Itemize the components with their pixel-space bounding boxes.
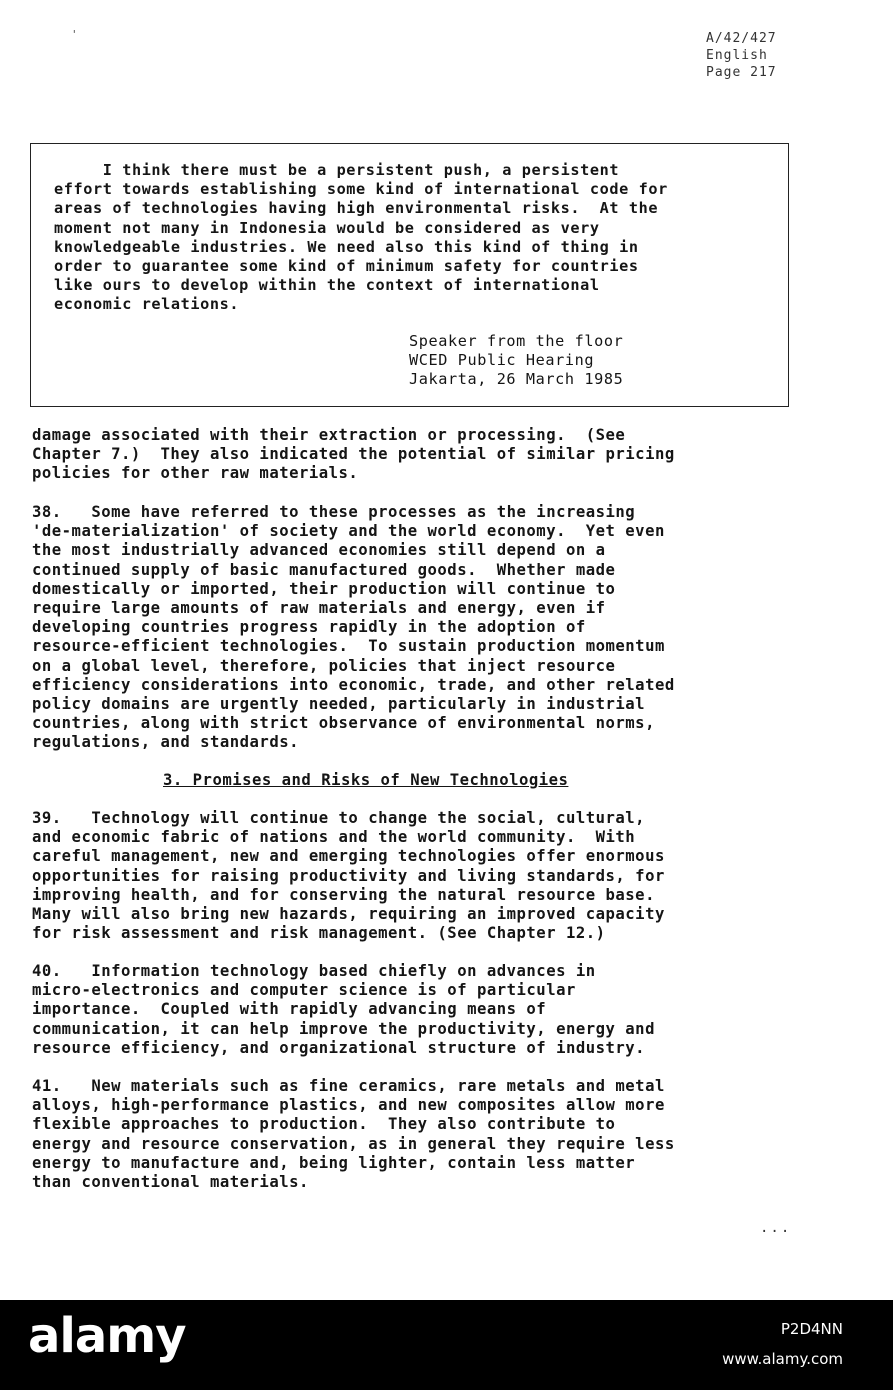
section-heading: 3. Promises and Risks of New Technologies: [163, 771, 569, 789]
paragraph-39: 39. Technology will continue to change the social, cultural, and economic fabric of nations and the world community. With careful management, new and emerging technologies offer enormous opportunities for raising productivity and living standards, for improving health, and for conserving the natural resource base. Many will also bring new hazards, requiring an improved capacity for risk assessment and risk management. (See Chapter 12.): [32, 809, 665, 943]
document-symbol: A/42/427: [706, 31, 777, 46]
document-header: [706, 30, 777, 81]
image-id: P2D4NN: [780, 1320, 843, 1338]
paragraph-continuation: damage associated with their extraction or processing. (See Chapter 7.) They also indicated the potential of similar pricing policies for other raw materials.: [32, 426, 675, 483]
paragraph-41: 41. New materials such as fine ceramics, rare metals and metal alloys, high-performance plastics, and new composites allow more flexible approaches to production. They also contribute to energy and resource conservation, as in general they require less energy to manufacture and, being lighter, contain less matter than conventional materials.: [32, 1077, 675, 1192]
site-url: www.alamy.com: [722, 1350, 843, 1368]
continuation-dots: ...: [760, 1220, 792, 1236]
watermark-bar: [0, 1300, 893, 1390]
document-language: English: [706, 48, 768, 63]
quote-attribution: Speaker from the floor WCED Public Hearing Jakarta, 26 March 1985: [409, 332, 624, 389]
alamy-logo: alamy: [28, 1308, 186, 1364]
paragraph-38: 38. Some have referred to these processes as the increasing 'de-materialization' of society and the world economy. Yet even the most industrially advanced economies still depend on a continued supply of basic manufactured goods. Whether made domestically or imported, their production will continue to require large amounts of raw materials and energy, even if developing countries progress rapidly in the adoption of resource-efficient technologies. To sustain production momentum on a global level, therefore, policies that inject resource efficiency considerations into economic, trade, and other related policy domains are urgently needed, particularly in industrial countries, along with strict observance of environmental norms, regulations, and standards.: [32, 503, 675, 752]
page-number: Page 217: [706, 65, 777, 80]
margin-mark: ': [71, 28, 78, 41]
quote-box: [30, 143, 789, 407]
quote-text: I think there must be a persistent push, a persistent effort towards establishing some kind of international code for areas of technologies having high environmental risks. At the moment not many in Indonesia would be considered as very knowledgeable industries. We need also this kind of thing in order to guarantee some kind of minimum safety for countries like ours to develop within the context of international economic relations.: [54, 161, 668, 314]
paragraph-40: 40. Information technology based chiefly on advances in micro-electronics and computer science is of particular importance. Coupled with rapidly advancing means of communication, it can help improve the productivity, energy and resource efficiency, and organizational structure of industry.: [32, 962, 655, 1057]
